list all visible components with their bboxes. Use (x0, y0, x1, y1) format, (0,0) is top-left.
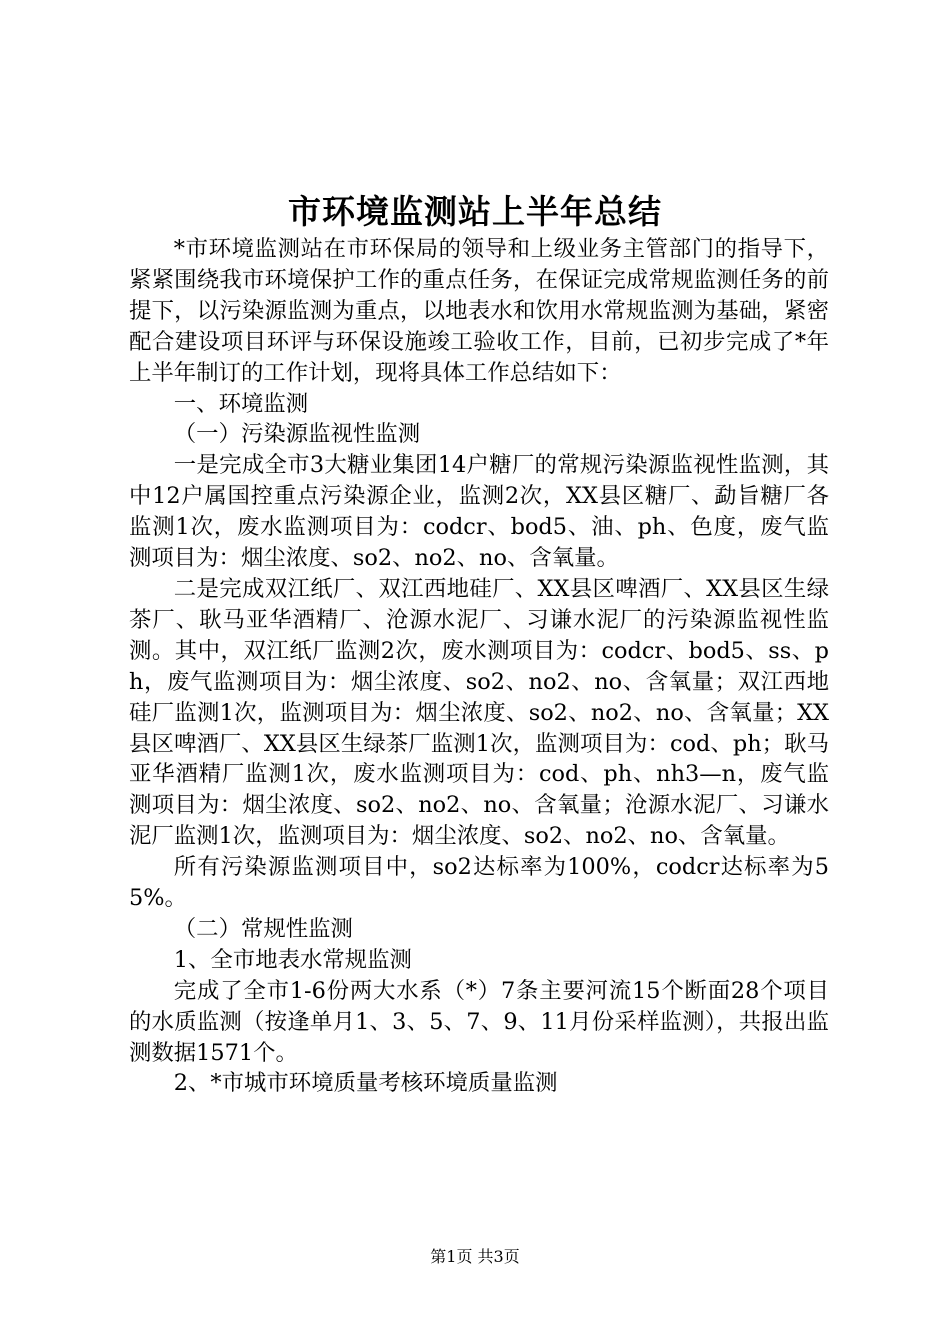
subsection-heading: （一）污染源监视性监测 (173, 421, 421, 448)
intro-paragraph: *市环境监测站在市环保局的领导和上级业务主管部门的指导下，紧紧围绕我市环境保护工作的重点任务，在保证完成常规监测任务的前提下，以污染源监测为重点，以地表水和饮用水常规监测为基础，紧密配合建设项目环评与环保设施竣工验收工作，目前，已初步完成了*年上半年制订的工作计划，现将具体工作总结如下： (129, 236, 829, 386)
section-heading: 一、环境监测 (173, 390, 309, 417)
page-footer: 第1页 共3页 (430, 1247, 520, 1266)
body-paragraph: 所有污染源监测项目中，so2达标率为100%，codcr达标率为55%。 (129, 854, 829, 912)
item-heading: 1、全市地表水常规监测 (173, 946, 412, 973)
document-title: 市环境监测站上半年总结 (288, 192, 662, 231)
body-paragraph: 完成了全市1-6份两大水系（*）7条主要河流15个断面28个项目的水质监测（按逢单月1、3、5、7、9、11月份采样监测），共报出监测数据1571个。 (129, 977, 829, 1066)
item-heading: 2、*市城市环境质量考核环境质量监测 (173, 1070, 558, 1097)
document-body (129, 234, 829, 1099)
body-paragraph: 二是完成双江纸厂、双江西地硅厂、XX县区啤酒厂、XX县区生绿茶厂、耿马亚华酒精厂、沧源水泥厂、习谦水泥厂的污染源监视性监测。其中，双江纸厂监测2次，废水测项目为：codcr、bod5、ss、ph，废气监测项目为：烟尘浓度、so2、no2、no、含氧量；双江西地硅厂监测1次，监测项目为：烟尘浓度、so2、no2、no、含氧量；XX县区啤酒厂、XX县区生绿茶厂监测1次，监测项目为：cod、ph；耿马亚华酒精厂监测1次，废水监测项目为：cod、ph、nh3—n，废气监测项目为：烟尘浓度、so2、no2、no、含氧量；沧源水泥厂、习谦水泥厂监测1次，监测项目为：烟尘浓度、so2、no2、no、含氧量。 (129, 575, 829, 850)
body-paragraph: 一是完成全市3大糖业集团14户糖厂的常规污染源监视性监测，其中12户属国控重点污染源企业，监测2次，XX县区糖厂、勐旨糖厂各监测1次，废水监测项目为：codcr、bod5、油、ph、色度，废气监测项目为：烟尘浓度、so2、no2、no、含氧量。 (129, 452, 829, 572)
subsection-heading: （二）常规性监测 (173, 915, 353, 942)
